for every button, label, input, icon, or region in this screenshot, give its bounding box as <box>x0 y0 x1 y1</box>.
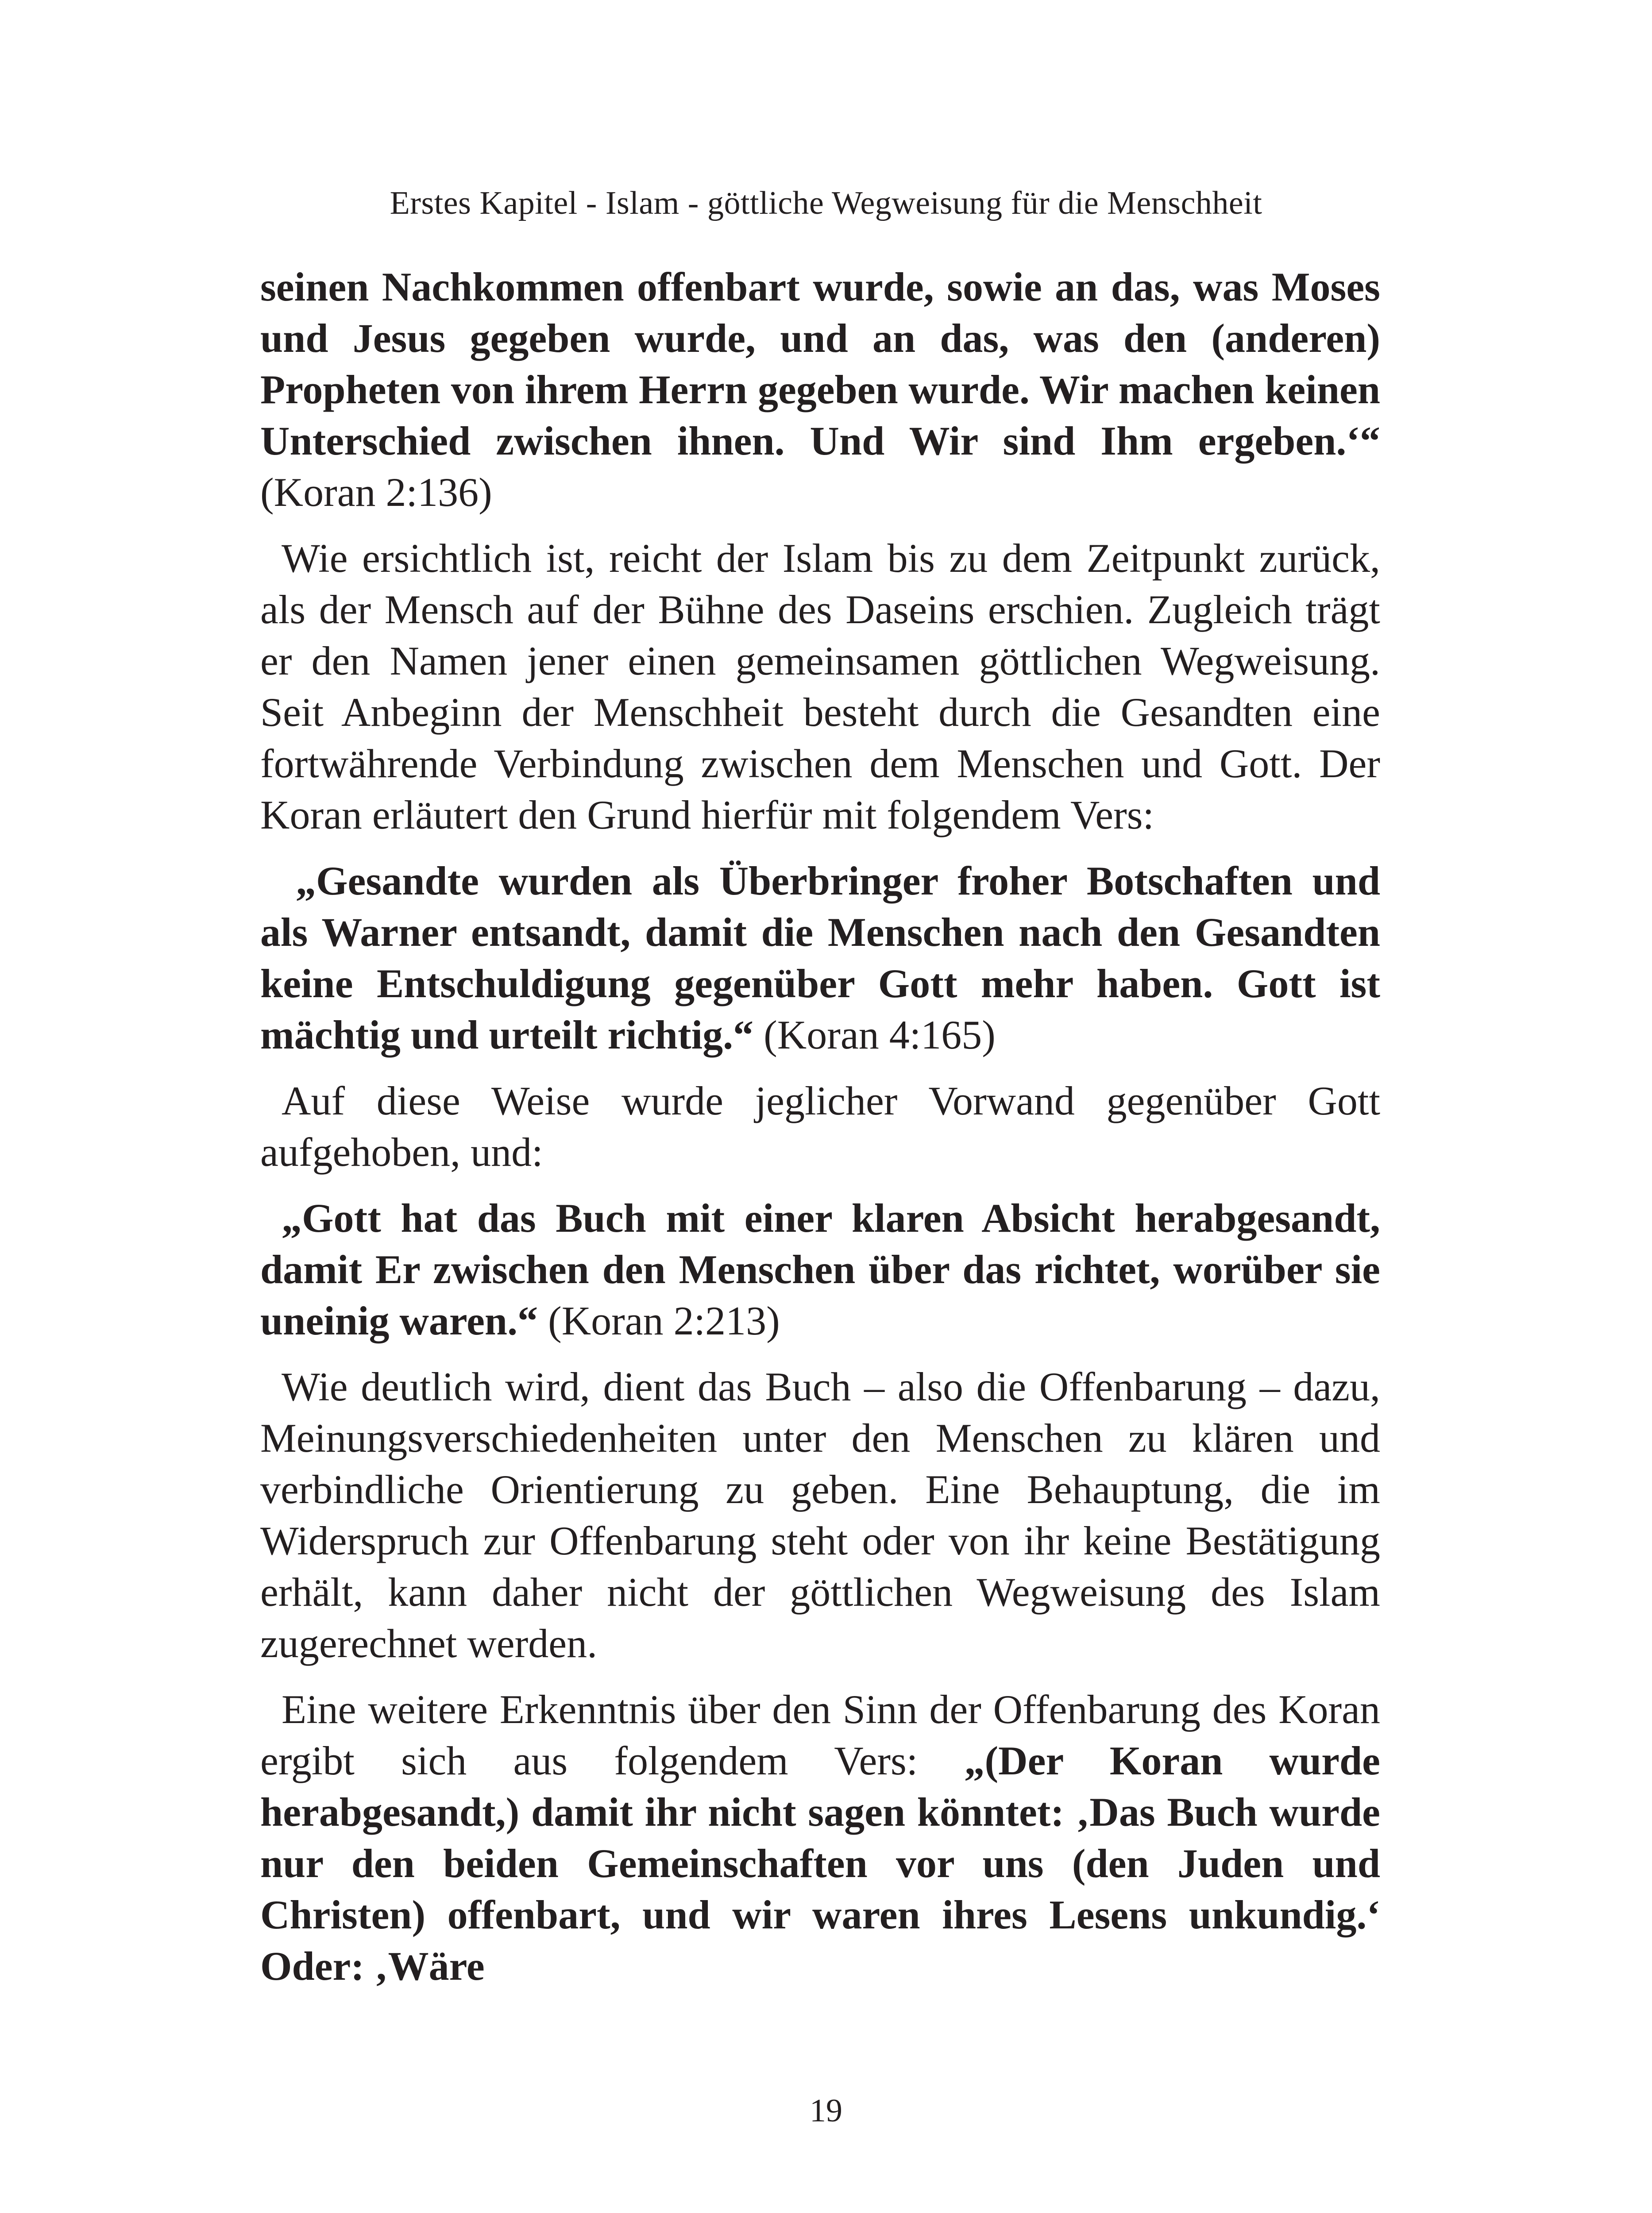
quote-citation: (Koran 4:165) <box>753 1012 996 1057</box>
paragraph-quote-continuation <box>260 261 1380 518</box>
quote-text: „Gesandte wurden als Überbringer froher Botschaften und als Warner entsandt, damit die Menschen nach den Gesandten keine Entschuldigung gegenüber Gott mehr haben. Gott ist mächtig und urteilt richtig.“ <box>260 858 1380 1057</box>
paragraph: Wie ersichtlich ist, reicht der Islam bis zu dem Zeitpunkt zurück, als der Mensch auf der Bühne des Daseins erschien. Zugleich trägt er den Namen jener einen gemeinsamen göttlichen Wegweisung. Seit Anbeginn der Menschheit besteht durch die Gesandten eine fortwährende Verbindung zwischen dem Menschen und Gott. Der Koran erläutert den Grund hierfür mit folgendem Vers: <box>260 536 1380 837</box>
paragraph: Wie deutlich wird, dient das Buch – also die Offenbarung – dazu, Meinungsverschiedenheiten unter den Menschen zu klären und verbindliche Orientierung zu geben. Eine Behauptung, die im Widerspruch zur Offenbarung steht oder von ihr keine Bestätigung erhält, kann daher nicht der göttlichen Wegweisung des Islam zugerechnet werden. <box>260 1364 1380 1666</box>
paragraph-quote <box>260 1192 1380 1346</box>
paragraph-with-quote <box>260 1684 1380 1992</box>
quote-text: „(Der Koran wurde herabgesandt,) damit ihr nicht sagen könntet: ‚Das Buch wurde nur den beiden Gemeinschaften vor uns (den Juden und Christen) offenbart, und wir waren ihres Lesens unkundig.‘ Oder: ‚Wäre <box>260 1738 1380 1989</box>
paragraph-quote <box>260 855 1380 1060</box>
quote-citation: (Koran 2:136) <box>260 470 492 515</box>
running-header: Erstes Kapitel - Islam - göttliche Wegweisung für die Menschheit <box>390 185 1262 221</box>
quote-text: „Gott hat das Buch mit einer klaren Absicht herabgesandt, damit Er zwischen den Menschen über das richtet, worüber sie uneinig waren.“ <box>260 1195 1380 1343</box>
quote-text: seinen Nachkommen offenbart wurde, sowie an das, was Moses und Jesus gegeben wurde, und an das, was den (anderen) Propheten von ihrem Herrn gegeben wurde. Wir machen keinen Unterschied zwischen ihnen. Und Wir sind Ihm ergeben.‘“ <box>260 264 1380 463</box>
quote-citation: (Koran 2:213) <box>538 1298 780 1343</box>
page-number: 19 <box>810 2093 842 2129</box>
paragraph-text: Eine weitere Erkenntnis über den Sinn der Offenbarung des Koran ergibt sich aus folgendem Vers: <box>260 1687 1380 1783</box>
paragraph: Auf diese Weise wurde jeglicher Vorwand gegenüber Gott aufgehoben, und: <box>260 1078 1380 1175</box>
body-text <box>260 261 1380 2006</box>
